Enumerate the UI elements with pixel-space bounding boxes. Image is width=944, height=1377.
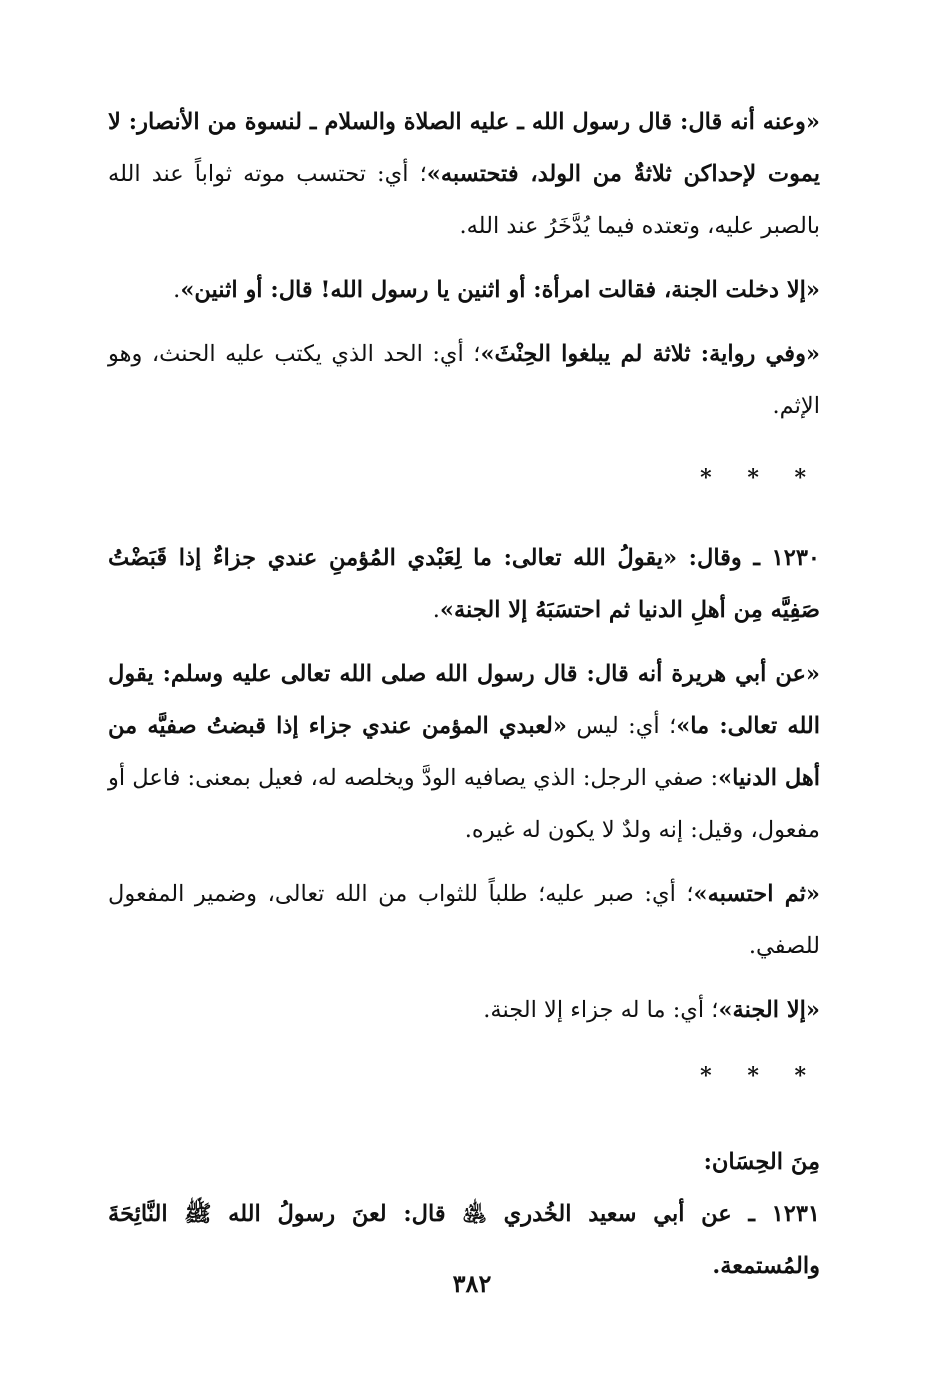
commentary-text: . — [173, 277, 181, 303]
paragraph-hadith-continuation — [108, 96, 820, 252]
section-heading: مِنَ الحِسَان: — [703, 1149, 820, 1175]
quoted-hadith-text: «وعنه أنه قال: قال رسول الله ـ عليه الصلاة والسلام ـ لنسوة من الأنصار: لا يموت لإحداكن ثلاثةٌ من الولد، فتحتسبه» — [108, 109, 820, 187]
hadith-1230 — [108, 532, 820, 636]
section-separator: * * * — [700, 1063, 820, 1089]
quoted-hadith-text: «إلا دخلت الجنة، فقالت امرأة: أو اثنين يا رسول الله! قال: أو اثنين» — [180, 277, 820, 303]
quoted-hadith-text: «إلا الجنة» — [718, 997, 820, 1023]
commentary-text: : صفي الرجل: الذي يصافيه الودَّ ويخلصه له، فعيل بمعنى: فاعل أو مفعول، وقيل: إنه ولدٌ لا يكون له غيره. — [108, 765, 820, 843]
paragraph-hadith-continuation — [108, 264, 820, 316]
commentary-text: ؛ أي: ليس — [566, 713, 677, 739]
punctuation: . — [432, 597, 440, 623]
quoted-hadith-text: «ثم احتسبه» — [693, 881, 820, 907]
page-text-body — [108, 96, 820, 1304]
paragraph-riwaya — [108, 328, 820, 432]
commentary-text: ؛ أي: الحد الذي يكتب عليه الحنث، وهو الإثم. — [108, 341, 820, 419]
commentary-paragraph — [108, 984, 820, 1036]
commentary-paragraph — [108, 648, 820, 856]
commentary-text: ؛ أي: ما له جزاء إلا الجنة. — [483, 997, 719, 1023]
section-separator: * * * — [700, 465, 820, 491]
page-number: ٣٨٢ — [452, 1269, 492, 1298]
hadith-text: ١٢٣٠ ـ وقال: «يقولُ الله تعالى: ما لِعَبْدي المُؤمنِ عندي جزاءٌ إذا قَبَضْتُ صَفِيَّه مِن أهلِ الدنيا ثم احتسَبَهُ إلا الجنة» — [108, 545, 820, 623]
quoted-hadith-text: «عن أبي هريرة أنه قال: قال رسول الله صلى الله تعالى عليه وسلم: يقول الله تعالى: ما» — [108, 661, 820, 739]
quoted-hadith-text: «لعبدي المؤمن عندي جزاء إذا قبضتُ صفيَّه من أهل الدنيا» — [108, 713, 820, 791]
commentary-text: ؛ أي: صبر عليه؛ طلباً للثواب من الله تعالى، وضمير المفعول للصفي. — [108, 881, 820, 959]
commentary-text: ؛ أي: تحتسب موته ثواباً عند الله بالصبر عليه، وتعتده فيما يُدَّخَرُ عند الله. — [108, 161, 820, 239]
commentary-paragraph — [108, 868, 820, 972]
hadith-text: ١٢٣١ ـ عن أبي سعيد الخُدري ﵁ قال: لعنَ رسولُ الله ﷺ النَّائِحَةَ والمُستمعة. — [108, 1201, 820, 1279]
quoted-hadith-text: «وفي رواية: ثلاثة لم يبلغوا الحِنْثَ» — [480, 341, 820, 367]
